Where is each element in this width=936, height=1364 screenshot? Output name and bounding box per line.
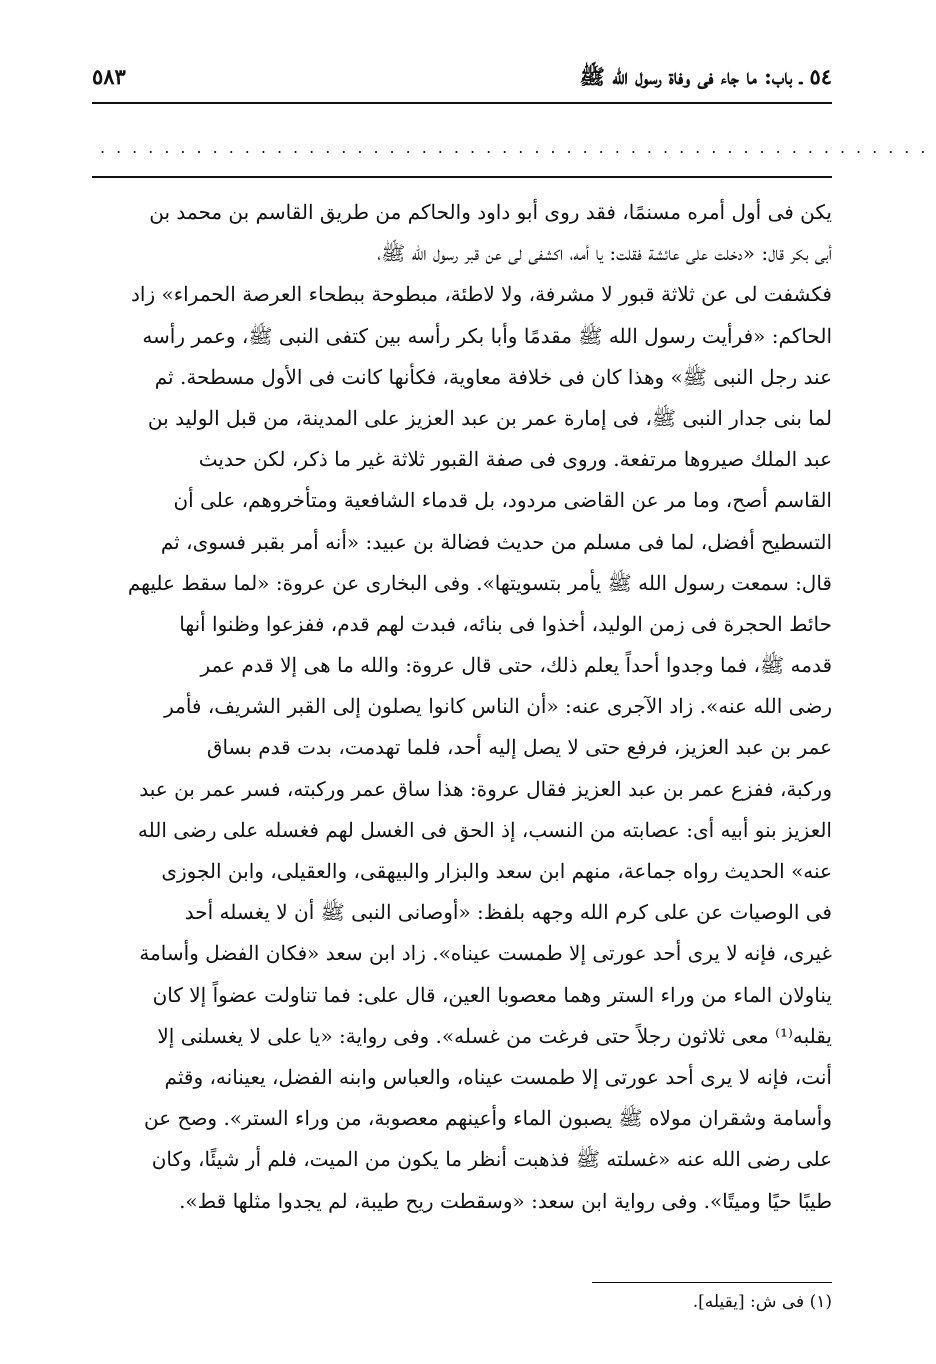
footnote-rule <box>592 1282 832 1283</box>
body-line-15: وركبة، ففزع عمر بن عبد العزيز فقال عروة: هذا ساق عمر وركبته، فسر عمر بن عبد <box>139 776 832 801</box>
body-line-10: قال: سمعت رسول الله ﷺ يأمر بتسويتها». وفى البخارى عن عروة: «لما سقط عليهم <box>127 570 832 595</box>
body-line-19: غيرى، فإنه لا يرى أحد عورتى إلا طمست عيناه». زاد ابن سعد «فكان الفضل وأسامة <box>139 941 832 966</box>
body-line-4: الحاكم: «فرأيت رسول الله ﷺ مقدمًا وأبا بكر رأسه بين كتفى النبى ﷺ، وعمر رأسه <box>142 323 832 348</box>
body-line-8: القاسم أصح، وما مر عن القاضى مردود، بل قدماء الشافعية ومتأخروهم، على أن <box>173 488 832 513</box>
body-top-rule <box>92 176 832 178</box>
header-rule <box>92 102 832 104</box>
body-line-20: يناولان الماء من وراء الستر وهما معصوبا العين، قال على: فما تناولت عضواً إلا كان <box>152 982 832 1007</box>
page-header <box>92 58 832 98</box>
chapter-title: ٥٤ ـ باب: ما جاء فى وفاة رسول الله ﷺ <box>579 64 832 89</box>
body-line-12: قدمه ﷺ، فما وجدوا أحداً يعلم ذلك، حتى قال عروة: والله ما هى إلا قدم عمر <box>200 653 832 678</box>
body-line-11: حائط الحجرة فى زمن الوليد، أخذوا فى بنائه، فبدت لهم قدم، ففزعوا وظنوا أنها <box>179 611 832 636</box>
body-line-3: فكشفت لى عن ثلاثة قبور لا مشرفة، ولا لاطئة، مبطوحة ببطحاء العرصة الحمراء» زاد <box>131 282 832 307</box>
body-line-7: عبد الملك صيروها مرتفعة. وروى فى صفة القبور ثلاثة غير ما ذكر، لكن حديث <box>198 447 832 472</box>
body-line-5: عند رجل النبى ﷺ» وهذا كان فى خلافة معاوية، فكأنها كانت فى الأول مسطحة. ثم <box>154 364 832 389</box>
body-line-16: العزيز بنو أبيه أى: عصابته من النسب، إذ الحق فى الغسل لهم فغسله على رضى الله <box>137 817 832 842</box>
body-line-23: وأسامة وشقران مولاه ﷺ يصبون الماء وأعينهم معصوبة، من وراء الستر». وصح عن <box>144 1106 832 1131</box>
page-number: ٥٨٣ <box>92 64 126 89</box>
body-line-1: يكن فى أول أمره مسنمًا، فقد روى أبو داود والحاكم من طريق القاسم بن محمد بن <box>149 200 832 224</box>
body-line-13: رضى الله عنه». زاد الآجرى عنه: «أن الناس كانوا يصلون إلى القبر الشريف، فأمر <box>164 694 832 719</box>
body-line-22: أنت، فإنه لا يرى أحد عورتى إلا طمست عيناه، والعباس وابنه الفضل، يعينانه، وقثم <box>164 1064 832 1089</box>
body-line-18: فى الوصيات عن على كرم الله وجهه بلفظ: «أوصانى النبى ﷺ أن لا يغسله أحد <box>184 900 832 925</box>
body-line-17: عنه» الحديث رواه جماعة، منهم ابن سعد والبزار والبيهقى، والعقيلى، وابن الجوزى <box>161 859 832 883</box>
body-line-25: طيبًا حيًا وميتًا». وفى رواية ابن سعد: «وسقطت ريح طيبة، لم يجدوا مثلها قط». <box>179 1188 832 1213</box>
body-line-2: أبى بكر قال: «دخلت على عائشة فقلت: يا أمه، اكشفى لى عن قبر رسول الله ﷺ، <box>377 241 832 266</box>
body-line-9: التسطيح أفضل، لما فى مسلم من حديث فضالة بن عبيد: «أنه أمر بقبر فسوى، ثم <box>160 529 832 554</box>
body-text <box>92 192 832 1222</box>
body-line-24: على رضى الله عنه «غسلته ﷺ فذهبت أنظر ما يكون من الميت، فلم أر شيئًا، وكان <box>151 1147 832 1172</box>
body-line-21: يقلبه⁽¹⁾ معى ثلاثون رجلاً حتى فرغت من غسله». وفى رواية: «يا على لا يغسلنى إلا <box>157 1023 832 1048</box>
body-line-14: عمر بن عبد العزيز، فرفع حتى لا يصل إليه أحد، فلما تهدمت، بدت قدم بساق <box>206 735 832 760</box>
footnote-1: (١) فى ش: [يقيله]. <box>692 1292 832 1312</box>
body-line-6: لما بنى جدار النبى ﷺ، فى إمارة عمر بن عبد العزيز على المدينة، من قبل الوليد بن <box>147 405 832 430</box>
dotted-separator: .................................................... <box>100 138 936 157</box>
